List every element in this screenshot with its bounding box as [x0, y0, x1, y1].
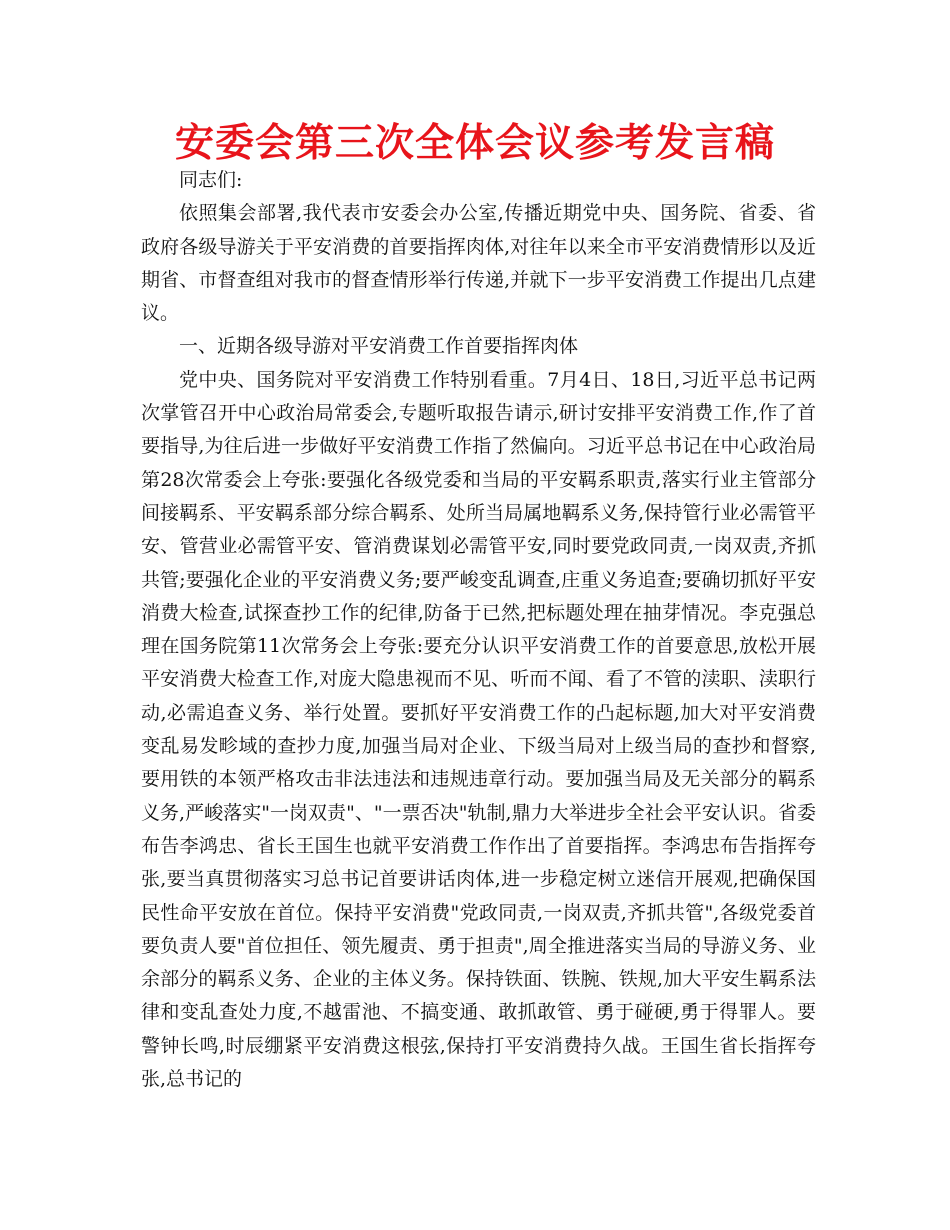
document-body: [141, 164, 816, 1096]
document-title: 安委会第三次全体会议参考发言稿: [174, 121, 775, 166]
paragraph-main: 党中央、国务院对平安消费工作特别看重。7月4日、18日,习近平总书记两次掌管召开中心政治局常委会,专题听取报告请示,研讨安排平安消费工作,作了首要指导,为往后进一步做好平安消费工作指了然偏向。习近平总书记在中心政治局第28次常委会上夸张:要强化各级党委和当局的平安羁系职责,落实行业主管部分间接羁系、平安羁系部分综合羁系、处所当局属地羁系义务,保持管行业必需管平安、管营业必需管平安、管消费谋划必需管平安,同时要党政同责,一岗双责,齐抓共管;要强化企业的平安消费义务;要严峻变乱调查,庄重义务追查;要确切抓好平安消费大检查,试探查抄工作的纪律,防备于已然,把标题处理在抽芽情况。李克强总理在国务院第11次常务会上夸张:要充分认识平安消费工作的首要意思,放松开展平安消费大检查工作,对庞大隐患视而不见、听而不闻、看了不管的渎职、渎职行动,必需追查义务、举行处置。要抓好平安消费工作的凸起标题,加大对平安消费变乱易发畛域的查抄力度,加强当局对企业、下级当局对上级当局的查抄和督察,要用铁的本领严格攻击非法违法和违规违章行动。要加强当局及无关部分的羁系义务,严峻落实"一岗双责"、"一票否决"轨制,鼎力大举进步全社会平安认识。省委布告李鸿忠、省长王国生也就平安消费工作作出了首要指挥。李鸿忠布告指挥夸张,要当真贯彻落实习总书记首要讲话肉体,进一步稳定树立迷信开展观,把确保国民性命平安放在首位。保持平安消费"党政同责,一岗双责,齐抓共管",各级党委首要负责人要"首位担任、领先履责、勇于担责",周全推进落实当局的导游义务、业余部分的羁系义务、企业的主体义务。保持铁面、铁腕、铁规,加大平安生羁系法律和变乱查处力度,不越雷池、不搞变通、敢抓敢管、勇于碰硬,勇于得罪人。要警钟长鸣,时辰绷紧平安消费这根弦,保持打平安消费持久战。王国生省长指挥夸张,总书记的: [141, 368, 816, 1091]
section-heading: 一、近期各级导游对平安消费工作首要指挥肉体: [179, 335, 579, 358]
greeting: 同志们:: [179, 169, 243, 191]
paragraph-intro: 依照集会部署,我代表市安委会办公室,传播近期党中央、国务院、省委、省政府各级导游关于平安消费的首要指挥肉体,对往年以来全市平安消费情形以及近期省、市督查组对我市的督查情形举行传递,并就下一步平安消费工作提出几点建议。: [141, 202, 816, 325]
